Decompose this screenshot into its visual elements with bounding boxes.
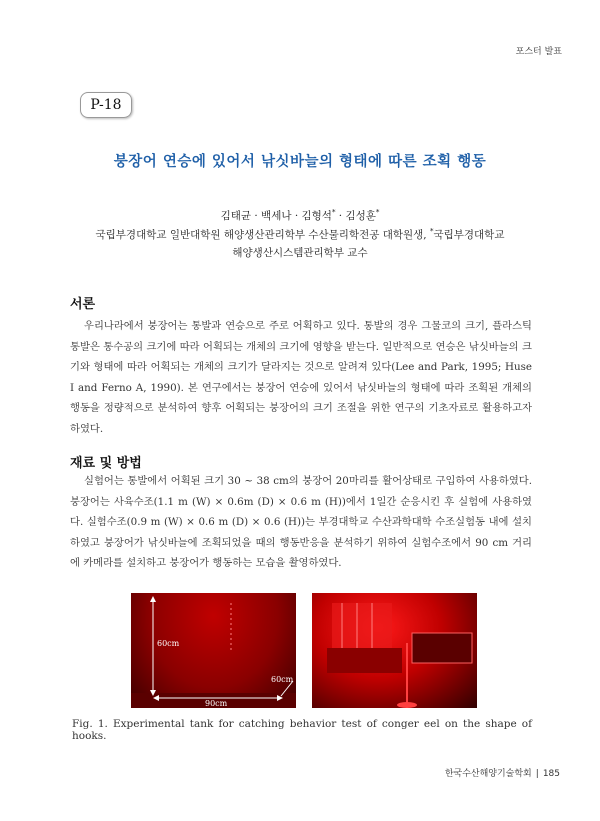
width-label: 90cm bbox=[205, 699, 228, 708]
paper-title: 붕장어 연승에 있어서 낚싯바늘의 형태에 따른 조획 행동 bbox=[113, 153, 487, 170]
poster-id-badge: P-18 bbox=[80, 92, 132, 118]
section-label: 포스터 발표 bbox=[515, 47, 562, 57]
room-scene bbox=[312, 593, 477, 708]
author-separator: · bbox=[251, 210, 262, 222]
height-label: 60cm bbox=[157, 639, 180, 648]
author-separator: · bbox=[335, 210, 346, 222]
corresponding-mark: * bbox=[331, 208, 336, 217]
journal-name: 한국수산해양기술학회 bbox=[444, 769, 532, 779]
author-name: 김태균 bbox=[220, 210, 252, 222]
methods-heading: 재료 및 방법 bbox=[70, 456, 142, 471]
affiliation-line: 해양생산시스템관리학부 교수 bbox=[232, 247, 368, 259]
author-list bbox=[0, 208, 600, 223]
author-name: 김성훈 bbox=[345, 210, 376, 222]
affiliation-text: 국립부경대학교 일반대학원 해양생산관리학부 수산물리학전공 대학원생, bbox=[95, 229, 430, 241]
depth-label: 60cm bbox=[271, 675, 294, 684]
methods-paragraph: 실험어는 통발에서 어획된 크기 30 ~ 38 cm의 붕장어 20마리를 활어상태로 구입하여 사용하였다. 붕장어는 사육수조(1.1 m (W) × 0.6m (D) × 0.6 m (H))에서 1일간 순응시킨 후 실험에 사용하였다. 실험수조(0.9 m (W) × 0.6 m (D) × 0.6 (H))는 부경대학교 수산과학대학 수조실험동 내에 설치하였고 붕장어가 낚싯바늘에 조획되었을 때의 행동반응을 분석하기 위하여 실험수조에서 90 cm 거리에 카메라를 설치하고 붕장어가 행동하는 모습을 촬영하였다. bbox=[70, 475, 532, 569]
page-footer bbox=[445, 766, 560, 779]
experimental-tank-photo bbox=[131, 593, 296, 708]
affiliation-line bbox=[0, 227, 600, 242]
affiliation-mark: * bbox=[429, 227, 434, 236]
author-name: 김형석 bbox=[301, 210, 332, 222]
author-separator: · bbox=[291, 210, 302, 222]
experiment-room-photo bbox=[312, 593, 477, 708]
corresponding-mark: * bbox=[375, 208, 380, 217]
author-name: 백세나 bbox=[261, 210, 292, 222]
page-number: 185 bbox=[542, 769, 560, 779]
tank-dimension-overlay bbox=[131, 593, 296, 708]
figure-caption: Fig. 1. Experimental tank for catching behavior test of conger eel on the shape of hooks. bbox=[72, 718, 532, 742]
affiliation-text: 국립부경대학교 bbox=[433, 229, 505, 241]
intro-heading: 서론 bbox=[70, 297, 96, 312]
footer-separator: | bbox=[535, 769, 539, 779]
intro-paragraph: 우리나라에서 붕장어는 통발과 연승으로 주로 어획하고 있다. 통발의 경우 그물코의 크기, 플라스틱 통발은 통수공의 크기에 따라 어획되는 개체의 크기에 영향을 받는다. 일반적으로 연승은 낚싯바늘의 크기와 형태에 따라 어획되는 개체의 크기가 달라지는 것으로 알려져 있다(Lee and Park, 1995; Huse I and Ferno A, 1990). 본 연구에서는 붕장어 연승에 있어서 낚싯바늘의 형태에 따라 조획된 개체의 행동을 정량적으로 분석하여 향후 어획되는 붕장어의 크기 조절을 위한 연구의 기초자료로 활용하고자 하였다. bbox=[70, 320, 532, 435]
